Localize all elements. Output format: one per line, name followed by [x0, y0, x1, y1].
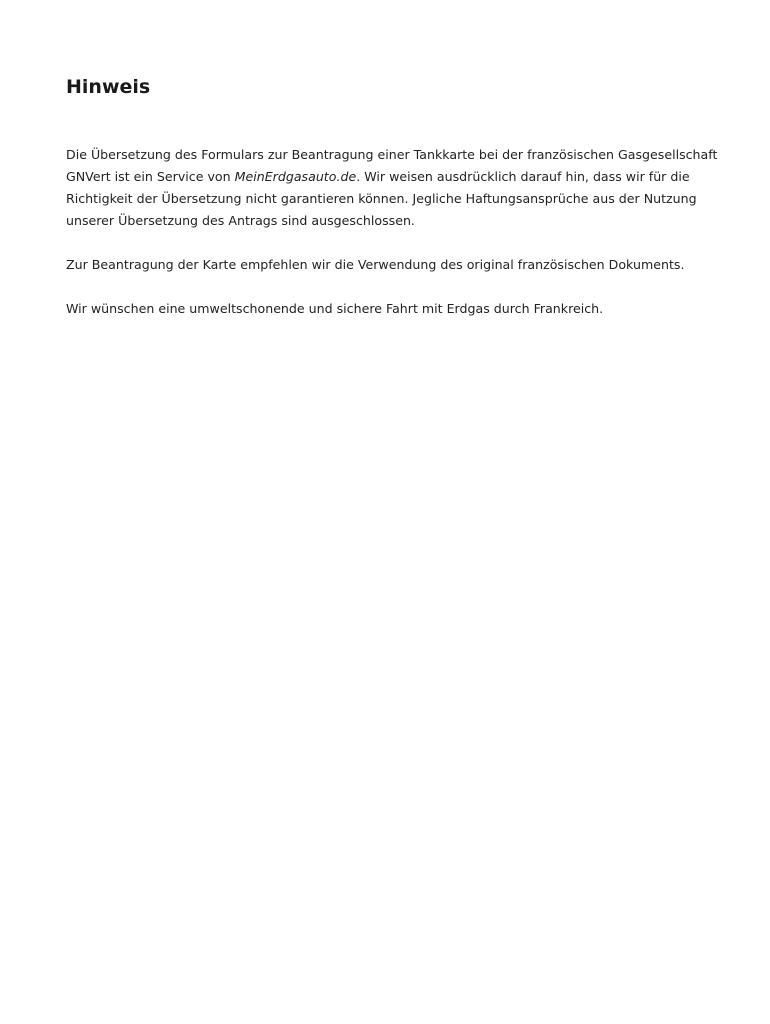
disclaimer-line-3: Richtigkeit der Übersetzung nicht garantieren können. Jegliche Haftungsansprüche aus der Nutzung: [66, 191, 697, 206]
disclaimer-paragraph: [66, 144, 726, 232]
recommendation-paragraph: Zur Beantragung der Karte empfehlen wir die Verwendung des original französischen Dokuments.: [66, 257, 685, 272]
disclaimer-line-2-start: GNVert ist ein Service von: [66, 169, 235, 184]
disclaimer-line-1: Die Übersetzung des Formulars zur Beantragung einer Tankkarte bei der französischen Gasgesellschaft: [66, 147, 718, 162]
closing-paragraph: Wir wünschen eine umweltschonende und sichere Fahrt mit Erdgas durch Frankreich.: [66, 301, 604, 316]
disclaimer-line-2-end: . Wir weisen ausdrücklich darauf hin, dass wir für die: [356, 169, 690, 184]
document-body: [66, 144, 726, 342]
disclaimer-line-4: unserer Übersetzung des Antrags sind ausgeschlossen.: [66, 213, 415, 228]
disclaimer-line-2: [66, 166, 726, 188]
page-title: Hinweis: [66, 76, 151, 98]
website-name: MeinErdgasauto.de: [234, 169, 357, 184]
